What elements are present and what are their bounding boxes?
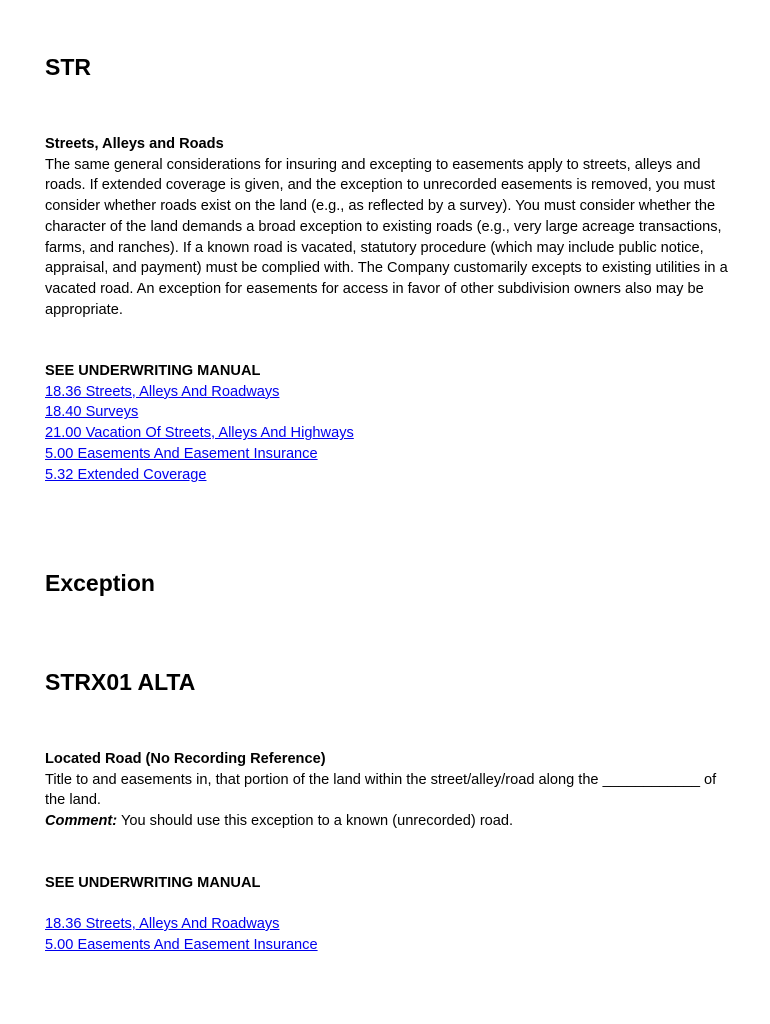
heading-str: STR: [45, 54, 91, 80]
strx01-manual-heading: SEE UNDERWRITING MANUAL: [45, 875, 261, 891]
link-5-32-extended-coverage[interactable]: 5.32 Extended Coverage: [45, 466, 207, 483]
strx01-comment: [45, 811, 730, 832]
heading-exception: Exception: [45, 570, 155, 596]
link-5-00-easements[interactable]: 5.00 Easements And Easement Insurance: [45, 445, 318, 462]
str-manual-references: [45, 361, 730, 485]
link-18-40-surveys[interactable]: 18.40 Surveys: [45, 404, 139, 421]
str-manual-heading: SEE UNDERWRITING MANUAL: [45, 363, 261, 379]
link-5-00-easements-2[interactable]: 5.00 Easements And Easement Insurance: [45, 936, 318, 953]
strx01-subheading: Located Road (No Recording Reference): [45, 751, 326, 767]
str-section: [45, 134, 730, 320]
strx01-manual-references: [45, 914, 730, 955]
link-18-36-streets-alleys-roadways-2[interactable]: 18.36 Streets, Alleys And Roadways: [45, 916, 280, 932]
str-body-text: The same general considerations for insuring and excepting to easements apply to streets, alleys and roads. If extended coverage is given, and the exception to unrecorded easements is removed, you must consider whether roads exist on the land (e.g., as reflected by a survey). You must consider whether the character of the land demands a broad exception to existing roads (e.g., very large acreage transactions, farms, and ranches). If a known road is vacated, statutory procedure (which may include public notice, appraisal, and payment) must be complied with. The Company customarily excepts to existing utilities in a vacated road. An exception for easements for access in favor of other subdivision owners also may be appropriate.: [45, 156, 728, 318]
strx01-manual-heading-block: [45, 873, 730, 894]
strx01-section: [45, 749, 730, 832]
str-subheading: Streets, Alleys and Roads: [45, 136, 224, 152]
heading-strx01-alta: STRX01 ALTA: [45, 669, 196, 695]
link-21-00-vacation-of-streets[interactable]: 21.00 Vacation Of Streets, Alleys And Highways: [45, 425, 354, 442]
comment-label: Comment:: [45, 813, 118, 830]
comment-text: You should use this exception to a known (unrecorded) road.: [117, 813, 514, 830]
link-18-36-streets-alleys-roadways[interactable]: 18.36 Streets, Alleys And Roadways: [45, 383, 280, 400]
strx01-body-text: Title to and easements in, that portion of the land within the street/alley/road along the ____________ of the land.: [45, 771, 717, 809]
